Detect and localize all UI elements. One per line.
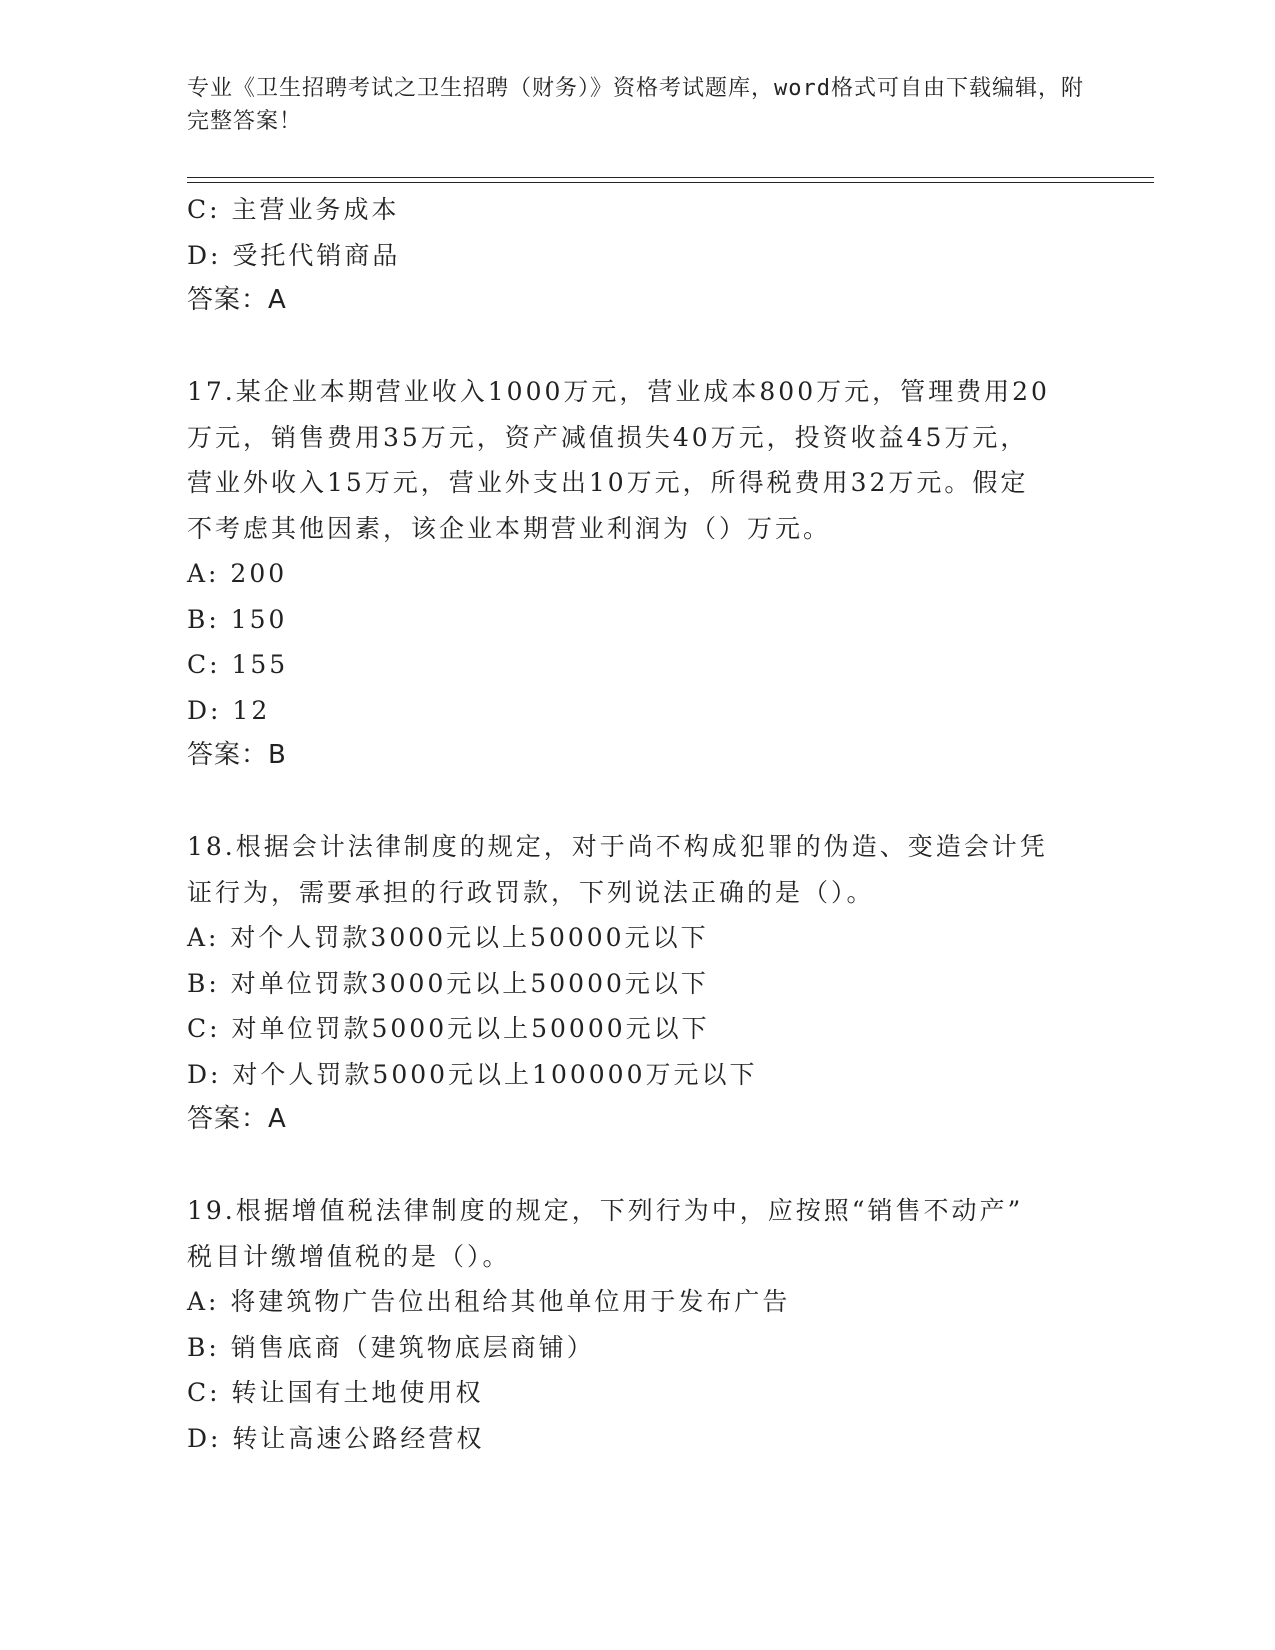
option-c: C: 主营业务成本 <box>187 195 400 224</box>
option-b: B: 150 <box>187 604 288 634</box>
question-text-line: 营业外收入15万元，营业外支出10万元，所得税费用32万元。假定 <box>187 468 1029 497</box>
spacer <box>187 1143 1087 1189</box>
spacer <box>187 324 1087 370</box>
document-header <box>187 72 1087 138</box>
option-a: A: 200 <box>187 559 288 588</box>
question-18 <box>187 824 1087 1143</box>
option-b: B: 销售底商（建筑物底层商铺） <box>187 1332 595 1362</box>
question-text-line: 19.根据增值税法律制度的规定，下列行为中，应按照“销售不动产” <box>187 1196 1024 1225</box>
question-17 <box>187 369 1087 779</box>
question-text-line: 18.根据会计法律制度的规定，对于尚不构成犯罪的伪造、变造会计凭 <box>187 832 1048 861</box>
option-d: D: 12 <box>187 695 271 725</box>
option-d: D: 转让高速公路经营权 <box>187 1423 485 1453</box>
question-19 <box>187 1188 1087 1461</box>
question-text-line: 证行为，需要承担的行政罚款，下列说法正确的是（）。 <box>187 877 875 907</box>
spacer <box>187 779 1087 825</box>
answer-line: 答案：A <box>187 1104 287 1134</box>
question-text-line: 不考虑其他因素，该企业本期营业利润为（）万元。 <box>187 513 832 543</box>
previous-question-tail <box>187 187 1087 324</box>
option-c: C: 转让国有土地使用权 <box>187 1378 484 1407</box>
question-text-line: 税目计缴增值税的是（）。 <box>187 1241 511 1271</box>
option-a: A: 将建筑物广告位出租给其他单位用于发布广告 <box>187 1287 791 1316</box>
option-d: D: 对个人罚款5000元以上100000万元以下 <box>187 1059 758 1089</box>
header-text: 专业《卫生招聘考试之卫生招聘（财务）》资格考试题库，word格式可自由下载编辑，附完整答案！ <box>187 76 1084 134</box>
question-text-line: 17.某企业本期营业收入1000万元，营业成本800万元，管理费用20 <box>187 377 1050 406</box>
option-d: D: 受托代销商品 <box>187 240 401 270</box>
answer-line: 答案：A <box>187 285 287 315</box>
header-divider <box>187 177 1154 183</box>
answer-line: 答案：B <box>187 740 287 770</box>
question-text-line: 万元，销售费用35万元，资产减值损失40万元，投资收益45万元， <box>187 422 1029 452</box>
option-a: A: 对个人罚款3000元以上50000元以下 <box>187 923 709 952</box>
option-c: C: 155 <box>187 650 289 679</box>
option-c: C: 对单位罚款5000元以上50000元以下 <box>187 1014 710 1043</box>
option-b: B: 对单位罚款3000元以上50000元以下 <box>187 968 709 998</box>
question-content <box>187 187 1087 1461</box>
